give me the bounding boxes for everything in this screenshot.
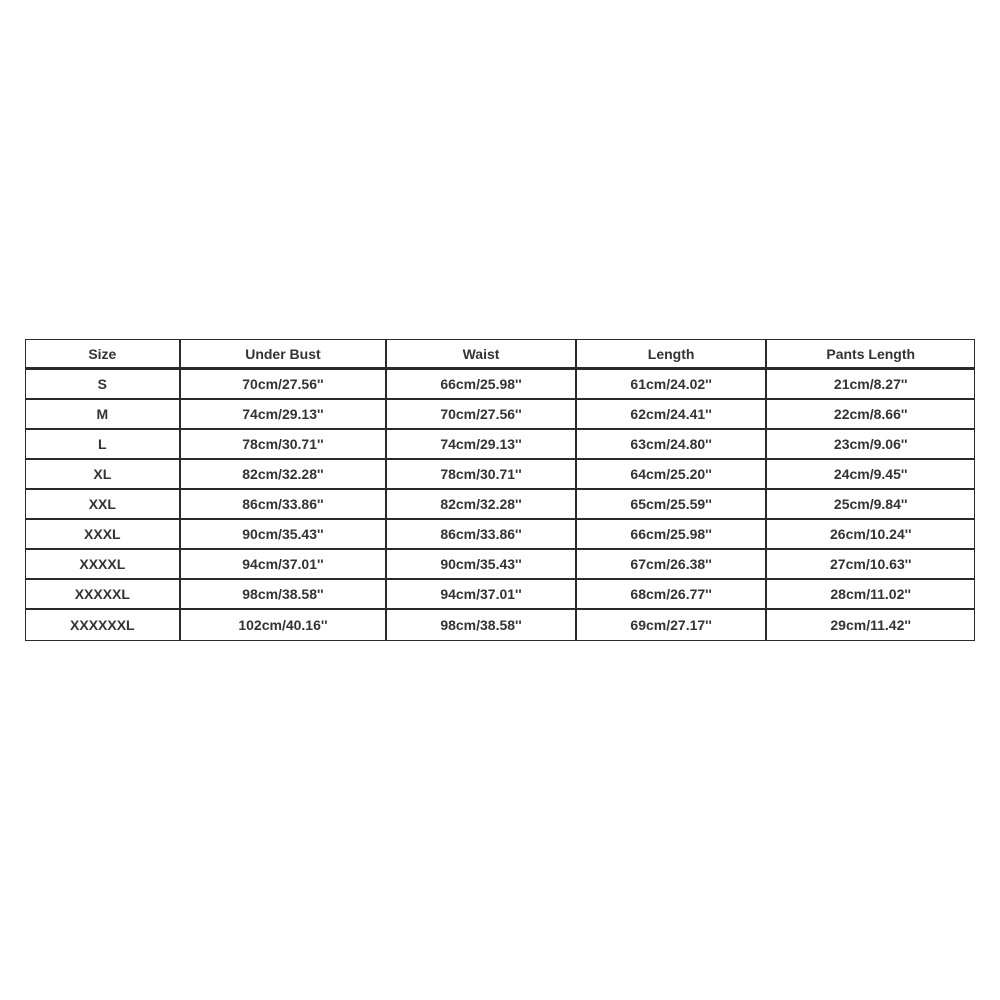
table-row (26, 460, 974, 490)
length-cell: 66cm/25.98'' (577, 520, 768, 550)
pants-length-cell: 25cm/9.84'' (767, 490, 974, 520)
length-cell: 65cm/25.59'' (577, 490, 768, 520)
size-cell: M (26, 400, 181, 430)
waist-cell: 70cm/27.56'' (387, 400, 577, 430)
under-bust-cell: 70cm/27.56'' (181, 370, 388, 400)
pants-length-cell: 22cm/8.66'' (767, 400, 974, 430)
length-cell: 68cm/26.77'' (577, 580, 768, 610)
length-cell: 64cm/25.20'' (577, 460, 768, 490)
length-cell: 69cm/27.17'' (577, 610, 768, 640)
header-under-bust: Under Bust (181, 340, 388, 370)
waist-cell: 90cm/35.43'' (387, 550, 577, 580)
size-cell: XXXXL (26, 550, 181, 580)
size-chart-table (25, 339, 975, 641)
pants-length-cell: 28cm/11.02'' (767, 580, 974, 610)
header-pants-length: Pants Length (767, 340, 974, 370)
size-cell: L (26, 430, 181, 460)
table-row (26, 580, 974, 610)
waist-cell: 78cm/30.71'' (387, 460, 577, 490)
table-row (26, 370, 974, 400)
waist-cell: 94cm/37.01'' (387, 580, 577, 610)
under-bust-cell: 86cm/33.86'' (181, 490, 388, 520)
under-bust-cell: 98cm/38.58'' (181, 580, 388, 610)
header-size: Size (26, 340, 181, 370)
size-rows (26, 370, 974, 640)
under-bust-cell: 78cm/30.71'' (181, 430, 388, 460)
pants-length-cell: 26cm/10.24'' (767, 520, 974, 550)
pants-length-cell: 29cm/11.42'' (830, 617, 912, 633)
size-cell: XXXL (26, 520, 181, 550)
waist-cell: 98cm/38.58'' (387, 610, 577, 640)
length-cell: 62cm/24.41'' (577, 400, 768, 430)
under-bust-cell: 102cm/40.16'' (181, 610, 388, 640)
under-bust-cell: 74cm/29.13'' (181, 400, 388, 430)
table-row (26, 430, 974, 460)
size-cell: XXXXXXL (26, 610, 181, 640)
length-cell: 67cm/26.38'' (577, 550, 768, 580)
table-row (26, 550, 974, 580)
waist-cell: 66cm/25.98'' (387, 370, 577, 400)
header-row (26, 340, 974, 370)
pants-length-cell: 21cm/8.27'' (767, 370, 974, 400)
waist-cell: 86cm/33.86'' (387, 520, 577, 550)
header-length: Length (577, 340, 768, 370)
table-row (26, 520, 974, 550)
size-cell: XXXXXL (26, 580, 181, 610)
waist-cell: 74cm/29.13'' (387, 430, 577, 460)
table-row (26, 490, 974, 520)
table-row (26, 610, 974, 640)
waist-cell: 82cm/32.28'' (387, 490, 577, 520)
under-bust-cell: 90cm/35.43'' (181, 520, 388, 550)
length-cell: 63cm/24.80'' (577, 430, 768, 460)
pants-length-cell: 27cm/10.63'' (767, 550, 974, 580)
size-cell: S (26, 370, 181, 400)
size-cell: XL (26, 460, 181, 490)
pants-length-cell: 23cm/9.06'' (767, 430, 974, 460)
under-bust-cell: 82cm/32.28'' (181, 460, 388, 490)
pants-length-cell: 24cm/9.45'' (767, 460, 974, 490)
table-row (26, 400, 974, 430)
under-bust-cell: 94cm/37.01'' (181, 550, 388, 580)
size-cell: XXL (26, 490, 181, 520)
length-cell: 61cm/24.02'' (577, 370, 768, 400)
header-waist: Waist (387, 340, 577, 370)
